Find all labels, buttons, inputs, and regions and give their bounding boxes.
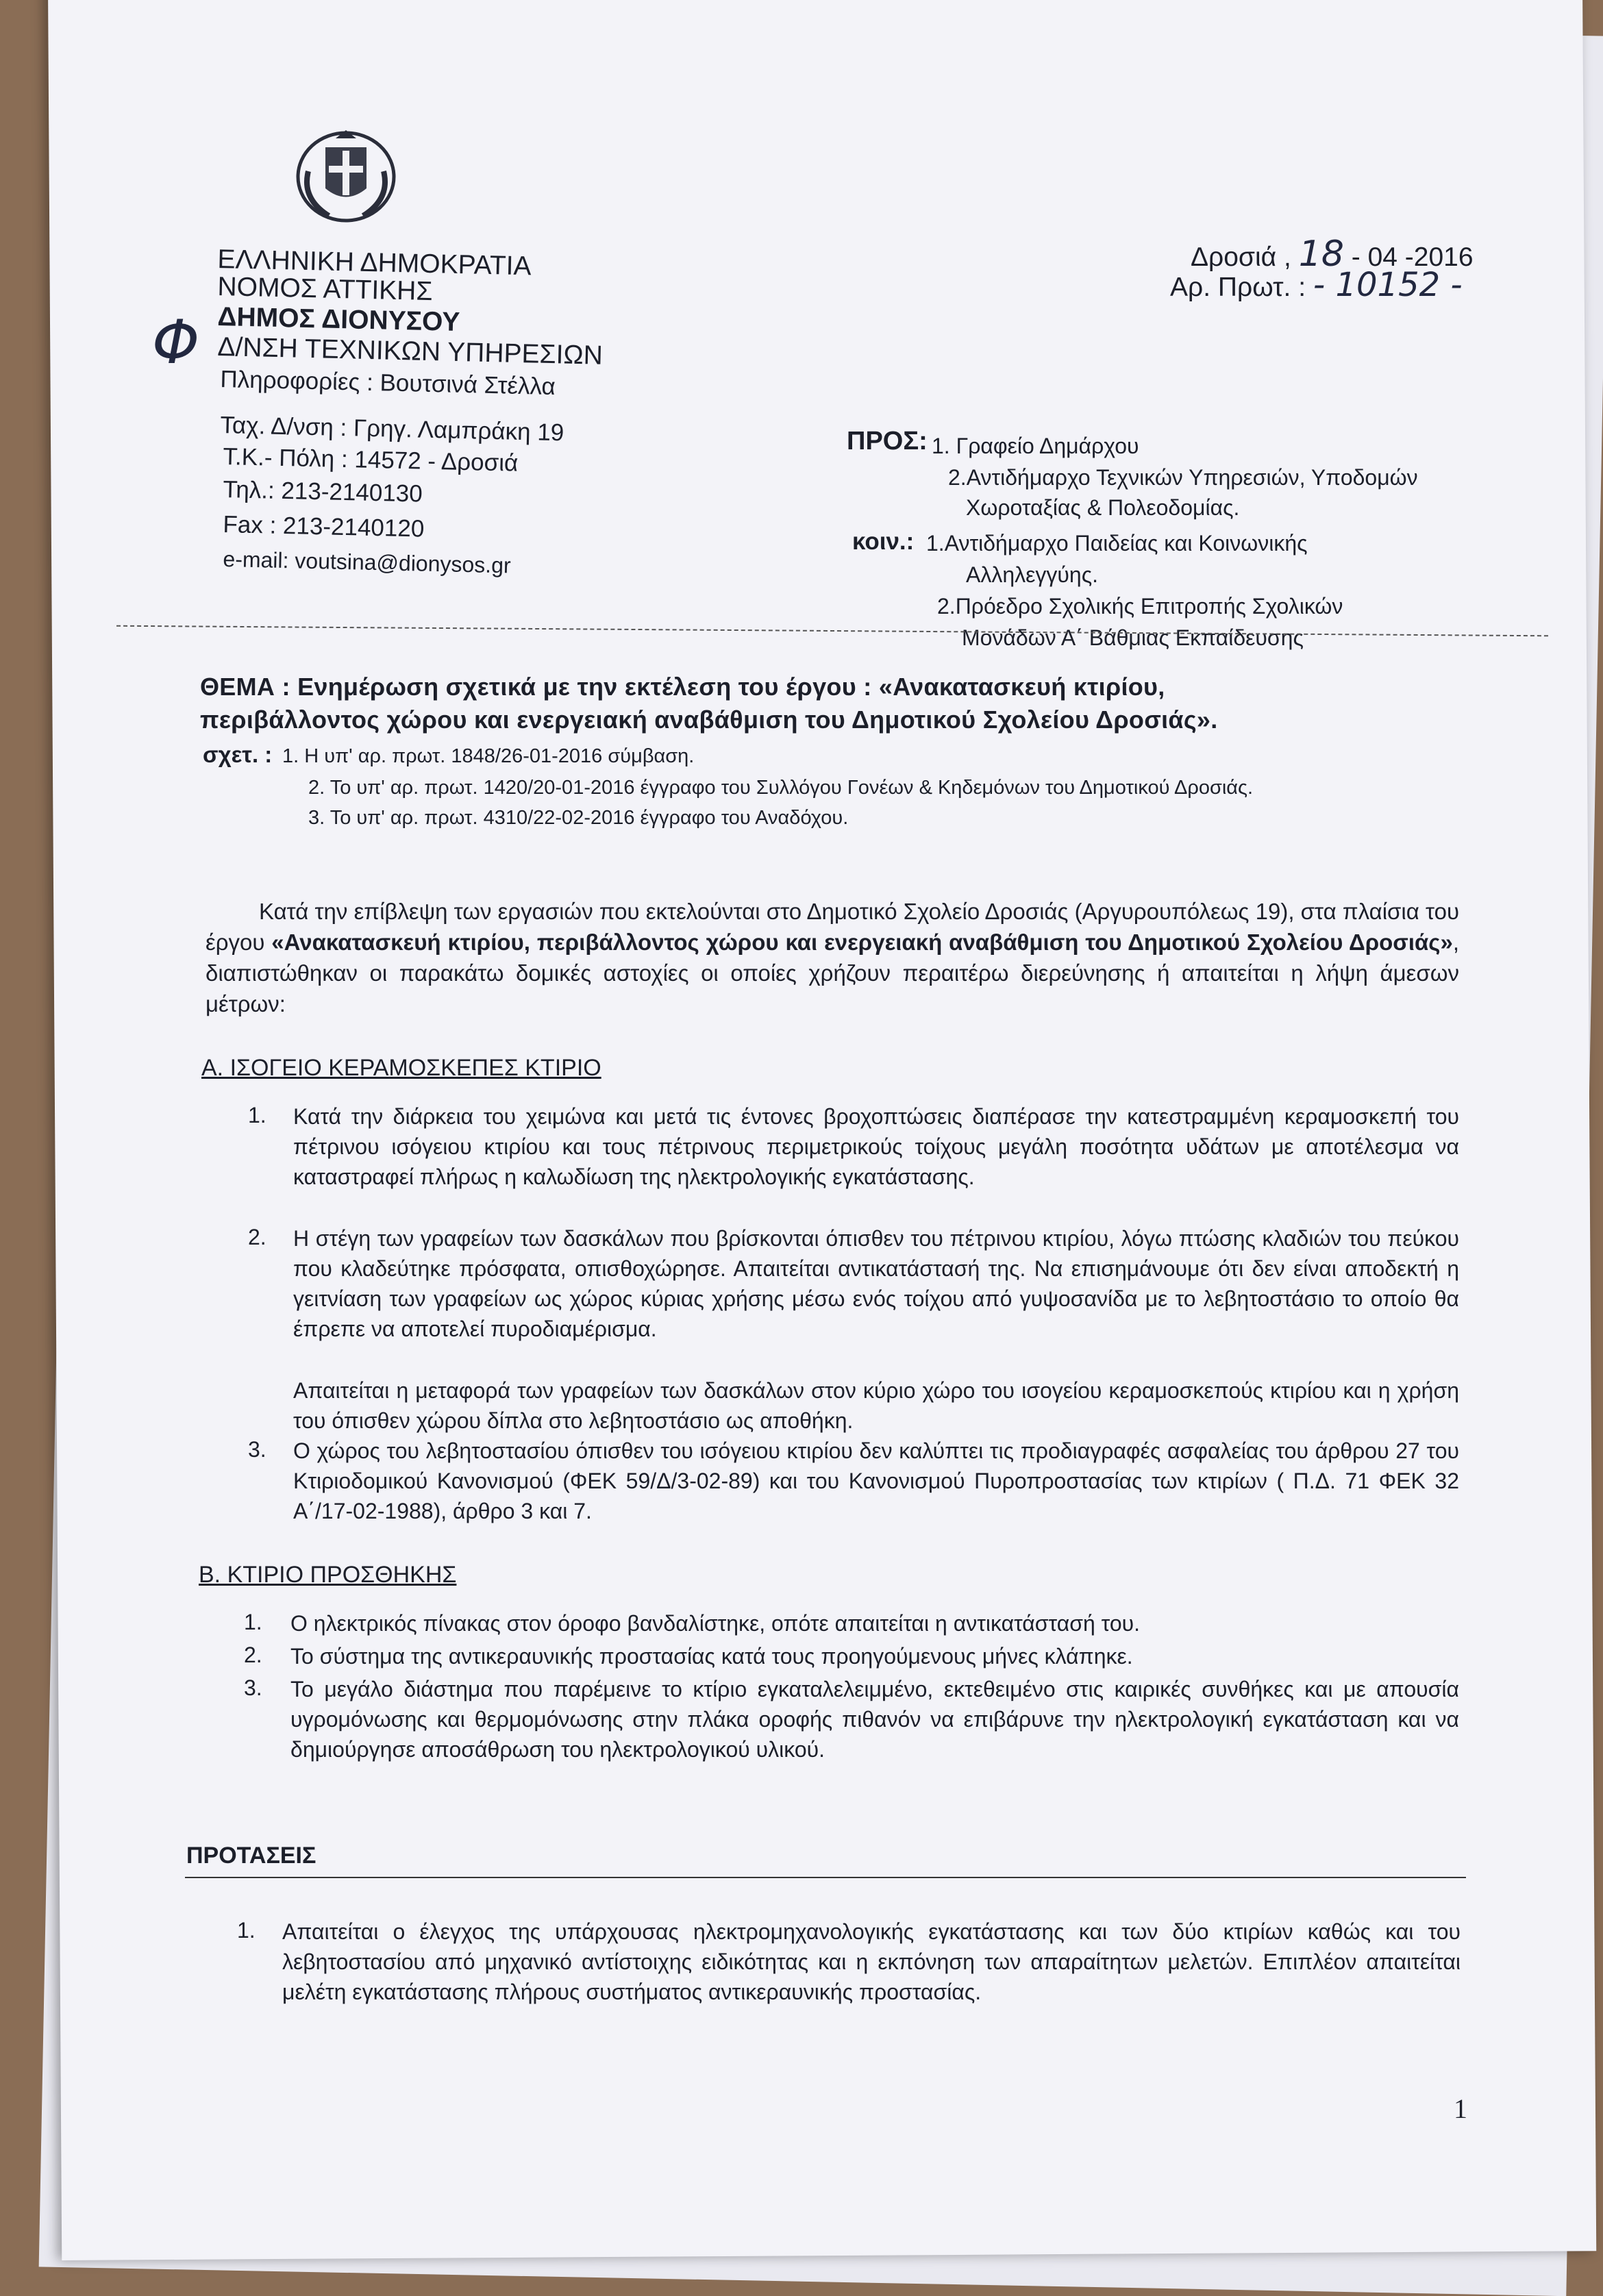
section-b-item-3: Το μεγάλο διάστημα που παρέμεινε το κτίριο εγκαταλελειμμένο, εκτεθειμένο στις καιρικές συνθήκες και με απουσία υγρομόνωσης και θερμομόνωσης στην πλάκα οροφής πιθανόν να επιβάρυνε την ηλεκτρολογική εγκατάσταση και να δημιούργησε αποσάθρωση του ηλεκτρολογικού υλικού. xyxy=(290,1677,1459,1762)
relation-3: 3. Το υπ' αρ. πρωτ. 4310/22-02-2016 έγγραφο του Αναδόχου. xyxy=(308,807,849,829)
section-b-item-2: Το σύστημα της αντικεραυνικής προστασίας κατά τους προηγούμενους μήνες κλάπηκε. xyxy=(290,1644,1133,1669)
proposal-item-1: Απαιτείται ο έλεγχος της υπάρχουσας ηλεκτρομηχανολογικής εγκατάστασης και των δύο κτιρίων καθώς και του λεβητοστασίου από μηχανικό αντίστοιχης ειδικότητας και η εκπόνηση των απαραίτητων μελετών. Επιπλέον απαιτείται μελέτη εγκατάστασης πλήρους συστήματος αντικεραυνικής προστασίας. xyxy=(282,1919,1461,2004)
intro-text-2: , διαπιστώθηκαν οι παρακάτω δομικές αστοχίες οι οποίες χρήζουν περαιτέρω διερεύνησης ή απαιτείται η λήψη άμεσων μέτρων: xyxy=(206,929,1459,1016)
cc-recipient-1-cont: Αλληλεγγύης. xyxy=(966,562,1099,587)
relation-1: 1. Η υπ' αρ. πρωτ. 1848/26-01-2016 σύμβαση. xyxy=(282,745,695,767)
contact-fax: Fax : 213-2140120 xyxy=(223,510,425,542)
handwritten-margin-mark: Φ xyxy=(152,307,200,377)
section-b-title: Β. ΚΤΙΡΙΟ ΠΡΟΣΘΗΚΗΣ xyxy=(199,1562,457,1588)
section-a-title: Α. ΙΣΟΓΕΙΟ ΚΕΡΑΜΟΣΚΕΠΕΣ ΚΤΙΡΙΟ xyxy=(201,1055,601,1081)
protocol-label: Αρ. Πρωτ. : xyxy=(1170,273,1306,302)
contact-email: e-mail: voutsina@dionysos.gr xyxy=(223,546,512,578)
municipality-name: ΔΗΜΟΣ ΔΙΟΝΥΣΟΥ xyxy=(217,302,460,338)
proposals-rule xyxy=(185,1877,1466,1878)
prefecture-name: ΝΟΜΟΣ ΑΤΤΙΚΗΣ xyxy=(217,272,433,307)
intro-paragraph xyxy=(206,896,1459,1019)
cc-recipient-2-cont: Μονάδων Α΄ Βάθμιας Εκπαίδευσης xyxy=(962,625,1304,650)
coat-of-arms-emblem xyxy=(288,123,404,226)
contact-phone: Τηλ.: 213-2140130 xyxy=(223,475,423,508)
proposals-title: ΠΡΟΤΑΣΕΙΣ xyxy=(186,1843,316,1869)
intro-text-1: Κατά την επίβλεψη των εργασιών που εκτελούνται στο Δημοτικό Σχολείο Δροσιάς (Αργυρουπόλεως 19), στα πλαίσια του έργου xyxy=(206,899,1459,955)
section-a-item-3: Ο χώρος του λεβητοστασίου όπισθεν του ισόγειου κτιρίου δεν καλύπτει τις προδιαγραφές ασφαλείας του άρθρου 27 του Κτιριοδομικού Κανονισμού (ΦΕΚ 59/Δ/3-02-89) και του Κανονισμού Πυροπροστασίας των κτιρίων ( Π.Δ. 71 ΦΕΚ 32 Α΄/17-02-1988), άρθρο 3 και 7. xyxy=(293,1438,1459,1523)
contact-address: Ταχ. Δ/νση : Γρηγ. Λαμπράκη 19 xyxy=(220,411,564,447)
section-a-number-3: 3. xyxy=(248,1437,266,1462)
section-a-item-2: Η στέγη των γραφείων των δασκάλων που βρίσκονται όπισθεν του πέτρινου κτιρίου, λόγω πτώσης κλαδιών του πεύκου που κλαδεύτηκε πρόσφατα, οπισθοχώρησε. Απαιτείται αντικατάστασή της. Να επισημάνουμε ότι δεν είναι αποδεκτή η γειτνίαση των γραφείων ως χώρος κύριας χρήσης μέσω ενός τοίχου από γυψοσανίδα με το λεβητοστάσιο το οποίο θα έπρεπε να αποτελεί πυροδιαμέρισμα. xyxy=(293,1226,1459,1341)
section-b-number-3: 3. xyxy=(244,1675,262,1700)
section-b-number-1: 1. xyxy=(244,1610,262,1634)
section-b-number-2: 2. xyxy=(244,1643,262,1667)
subject-line-2: περιβάλλοντος χώρου και ενεργειακή αναβάθμιση του Δημοτικού Σχολείου Δροσιάς». xyxy=(200,706,1218,734)
handwritten-date-day: 18 xyxy=(1298,234,1344,275)
cc-label: κοιν.: xyxy=(852,528,915,555)
intro-project-title: «Ανακατασκευή κτιρίου, περιβάλλοντος χώρου και ενεργειακή αναβάθμιση του Δημοτικού Σχολείου Δροσιάς» xyxy=(271,929,1453,955)
directorate-name: Δ/ΝΣΗ ΤΕΧΝΙΚΩΝ ΥΠΗΡΕΣΙΩΝ xyxy=(217,332,604,371)
date-rest: - 04 -2016 xyxy=(1351,242,1474,272)
relation-2: 2. Το υπ' αρ. πρωτ. 1420/20-01-2016 έγγραφο του Συλλόγου Γονέων & Κηδεμόνων του Δημοτικού Δροσιάς. xyxy=(308,777,1254,799)
date-prefix: Δροσιά , xyxy=(1191,242,1291,272)
header-divider xyxy=(116,625,1548,637)
recipient-2-cont: Χωροταξίας & Πολεοδομίας. xyxy=(966,495,1240,520)
section-a-item-1: Κατά την διάρκεια του χειμώνα και μετά τις έντονες βροχοπτώσεις διαπέρασε την κατεστραμμένη κεραμοσκεπή του πέτρινου ισόγειου κτιρίου και τους πέτρινους περιμετρικούς τοίχους μεγάλη ποσότητα υδάτων με αποτέλεσμα να καταστραφεί πλήρως η καλωδίωση της ηλεκτρολογικής εγκατάστασης. xyxy=(293,1104,1459,1189)
cc-recipient-2: 2.Πρόεδρο Σχολικής Επιτροπής Σχολικών xyxy=(937,594,1343,619)
contact-postal: Τ.Κ.- Πόλη : 14572 - Δροσιά xyxy=(223,442,519,477)
subject-line-1: ΘΕΜΑ : Ενημέρωση σχετικά με την εκτέλεση του έργου : «Ανακατασκευή κτιρίου, xyxy=(200,673,1165,701)
recipient-2: 2.Αντιδήμαρχο Τεχνικών Υπηρεσιών, Υποδομών xyxy=(948,465,1418,490)
section-a-number-1: 1. xyxy=(248,1103,266,1127)
contact-info: Πληροφορίες : Βουτσινά Στέλλα xyxy=(220,365,556,401)
protocol-line xyxy=(1170,266,1463,304)
section-b-item-1: Ο ηλεκτρικός πίνακας στον όροφο βανδαλίστηκε, οπότε απαιτείται η αντικατάστασή του. xyxy=(290,1611,1141,1636)
cc-recipient-1: 1.Αντιδήμαρχο Παιδείας και Κοινωνικής xyxy=(926,531,1308,556)
recipient-1: 1. Γραφείο Δημάρχου xyxy=(932,434,1139,458)
handwritten-protocol-number: - 10152 - xyxy=(1313,266,1463,304)
section-a-item-2-extra: Απαιτείται η μεταφορά των γραφείων των δασκάλων στον κύριο χώρο του ισογείου κεραμοσκεπούς κτιρίου και η χρήση του όπισθεν χώρου δίπλα στο λεβητοστάσιο ως αποθήκη. xyxy=(293,1378,1459,1433)
section-a-number-2: 2. xyxy=(248,1225,266,1249)
republic-name: ΕΛΛΗΝΙΚΗ ΔΗΜΟΚΡΑΤΙΑ xyxy=(217,245,532,282)
proposal-number-1: 1. xyxy=(237,1918,256,1943)
to-label: ΠΡΟΣ: xyxy=(847,427,928,456)
relation-label: σχετ. : xyxy=(203,742,273,767)
page-number: 1 xyxy=(1454,2093,1467,2124)
